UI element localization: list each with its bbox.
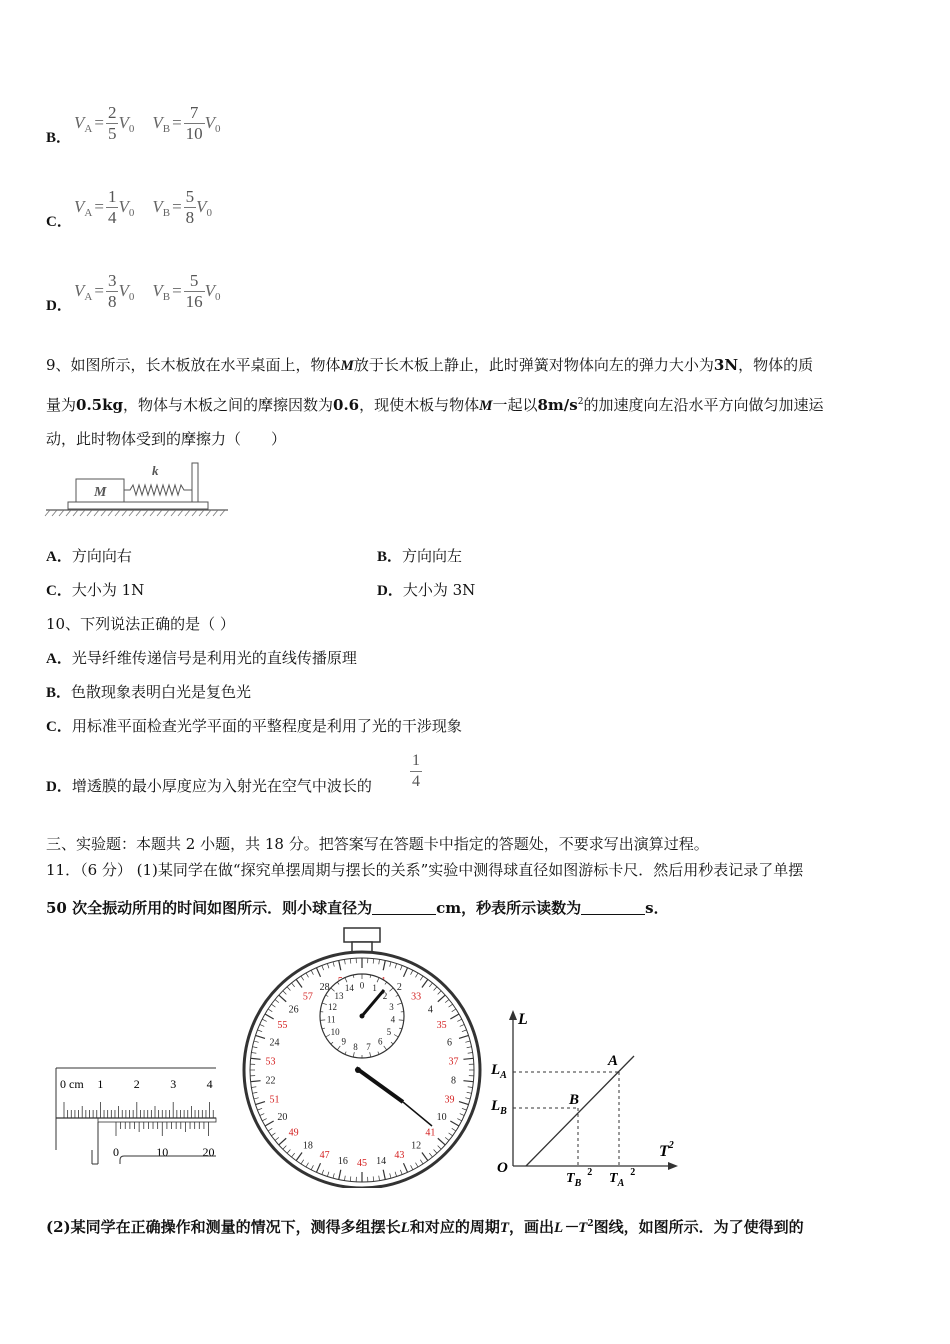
subdial-label: 5 [386, 1027, 392, 1037]
quarter-fraction: $\frac{1}{4}$ [412, 752, 420, 790]
main-scale-label: 0 cm [60, 1077, 84, 1091]
va-fraction: $\frac{3}{8}$ [107, 271, 117, 311]
dial-label-red: 35 [436, 1020, 447, 1031]
time-blank[interactable] [581, 900, 645, 915]
dial-label-black: 20 [277, 1112, 288, 1123]
vernier-caliper-figure [54, 1060, 220, 1170]
lb-label: $L_B$ [491, 1098, 507, 1117]
q10-option-c[interactable]: C．用标准平面检查光学平面的平整程度是利用了光的干涉现象 [46, 717, 462, 735]
dial-label-red: 37 [448, 1056, 459, 1068]
subdial-label: 2 [382, 990, 388, 1001]
subdial-label: 10 [330, 1027, 340, 1037]
prev-option-d[interactable]: D．$V_A$ = $\frac{3}{8}$ $V_0$ $V_B$ = $\frac{5}{16}$ $V_0$ [46, 271, 221, 314]
subdial-label: 11 [326, 1014, 336, 1025]
vb-symbol: $V_B$ [152, 112, 171, 135]
vb-symbol: $V_B$ [152, 196, 171, 219]
vb-fraction: $\frac{7}{10}$ [185, 103, 203, 143]
block-spring-figure [44, 460, 234, 522]
q9-option-b[interactable]: B．方向向左 [377, 547, 463, 565]
diameter-blank[interactable] [372, 900, 436, 915]
point-a-label: A [608, 1053, 619, 1069]
va-symbol: $V_A$ [74, 196, 93, 219]
subdial-label: 13 [334, 990, 344, 1001]
q10-option-b[interactable]: B．色散现象表明白光是复色光 [46, 683, 252, 701]
q9-line1: 9、如图所示，长木板放在水平桌面上，物体M放于长木板上静止，此时弹簧对物体向左的弹力大小为3N，物体的质 [46, 356, 814, 374]
dial-label-black: 16 [337, 1155, 348, 1167]
option-letter: B． [46, 129, 72, 146]
subdial-label: 8 [353, 1041, 358, 1052]
l-t2-graph [488, 1006, 688, 1186]
spring-label: k [152, 463, 159, 478]
la-label: $L_A$ [491, 1062, 507, 1081]
main-scale-label: 3 [170, 1077, 177, 1091]
vernier-scale-label: 10 [156, 1145, 169, 1159]
origin-label: O [497, 1160, 508, 1176]
va-symbol: $V_A$ [74, 280, 93, 303]
dial-label-red: 49 [288, 1127, 299, 1139]
subdial-label: 14 [344, 983, 354, 994]
va-fraction: $\frac{2}{5}$ [107, 103, 117, 143]
subdial-label: 6 [377, 1036, 383, 1047]
dial-label-red: 53 [265, 1056, 276, 1068]
dial-label-red: 33 [411, 991, 422, 1003]
dial-label-red: 45 [357, 1158, 367, 1169]
q10-option-d[interactable]: D．增透膜的最小厚度应为入射光在空气中波长的 [46, 777, 372, 795]
dial-label-black: 26 [288, 1004, 299, 1016]
va-symbol: $V_A$ [74, 112, 93, 135]
subdial-label: 0 [359, 980, 365, 991]
dial-label-red: 43 [394, 1150, 405, 1162]
q10-stem: 10、下列说法正确的是（ ） [46, 615, 235, 633]
q10-option-a[interactable]: A．光导纤维传递信号是利用光的直线传播原理 [46, 649, 357, 667]
dial-label-black: 28 [319, 981, 330, 993]
dial-label-red: 57 [302, 991, 313, 1003]
dial-label-black: 10 [436, 1112, 447, 1123]
dial-label-red: 55 [277, 1020, 288, 1031]
subdial-label: 3 [389, 1001, 394, 1012]
main-scale-label: 4 [206, 1077, 213, 1091]
stopwatch-figure [236, 926, 486, 1188]
q11-line2: 50 次全振动所用的时间如图所示．则小球直径为 cm，秒表所示读数为 s． [46, 899, 669, 917]
option-letter: C． [46, 213, 72, 230]
stopwatch-button [344, 928, 380, 942]
ta2-label: $T_A^2$ [609, 1167, 636, 1186]
prev-option-c[interactable]: C．$V_A$ = $\frac{1}{4}$ $V_0$ $V_B$ = $\frac{5}{8}$ $V_0$ [46, 187, 213, 230]
q11-line3: (2)某同学在正确操作和测量的情况下，测得多组摆长L和对应的周期T，画出$L-T^2$图线，如图所示．为了使得到的 [46, 1218, 804, 1236]
dial-label-red: 51 [269, 1094, 280, 1106]
dial-label-black: 4 [427, 1004, 433, 1016]
section-3-heading: 三、实验题：本题共 2 小题，共 18 分。把答案写在答题卡中指定的答题处，不要求写出演算过程。 [46, 835, 709, 853]
main-scale-label: 2 [133, 1077, 140, 1091]
dial-label-black: 8 [450, 1075, 456, 1087]
vb-fraction: $\frac{5}{16}$ [185, 271, 203, 311]
q9-line3: 动，此时物体受到的摩擦力（ ） [46, 430, 287, 448]
dial-label-red: 39 [444, 1094, 455, 1106]
q9-option-d[interactable]: D．大小为 3N [377, 581, 476, 599]
dial-label-black: 2 [396, 981, 402, 993]
va-fraction: $\frac{1}{4}$ [107, 187, 117, 227]
wall-post [192, 463, 198, 502]
vernier-scale-label: 0 [113, 1145, 119, 1159]
board [68, 502, 208, 509]
spring [124, 485, 192, 495]
dial-label-black: 12 [411, 1140, 422, 1152]
vb-symbol: $V_B$ [152, 280, 171, 303]
q9-line2: 量为0.5kg，物体与木板之间的摩擦因数为0.6，现使木板与物体M一起以$8m/s^2$的加速度向左沿水平方向做匀加速运 [46, 396, 824, 414]
dial-label-black: 18 [302, 1140, 313, 1152]
dial-label-black: 14 [376, 1155, 387, 1167]
q9-option-c[interactable]: C．大小为 1N [46, 581, 145, 599]
point-b-label: B [569, 1092, 580, 1108]
y-axis-label: L [518, 1011, 528, 1028]
block-label: M [94, 485, 107, 500]
q9-option-a[interactable]: A．方向向右 [46, 547, 132, 565]
x-axis-label: $T^2$ [659, 1140, 674, 1160]
dial-label-black: 24 [269, 1037, 280, 1049]
subdial-label: 4 [390, 1014, 396, 1025]
dial-label-red: 41 [425, 1127, 436, 1139]
prev-option-b[interactable]: B．$V_A$ = $\frac{2}{5}$ $V_0$ $V_B$ = $\frac{7}{10}$ $V_0$ [46, 103, 221, 146]
subdial-label: 12 [328, 1001, 338, 1012]
subdial-label: 9 [341, 1036, 347, 1047]
dial-label-black: 6 [446, 1037, 452, 1049]
q11-line1: 11．（6 分） (1)某同学在做“探究单摆周期与摆长的关系”实验中测得球直径如图游标卡尺．然后用秒表记录了单摆 [46, 861, 804, 879]
option-letter: D． [46, 297, 72, 314]
vernier-scale-label: 20 [202, 1145, 215, 1159]
dial-label-black: 22 [265, 1075, 276, 1087]
ground-hatch [45, 510, 228, 516]
subdial-label: 1 [372, 983, 377, 994]
main-scale-label: 1 [97, 1077, 104, 1091]
subdial-label: 7 [366, 1041, 371, 1052]
dial-label-red: 47 [319, 1150, 330, 1162]
vb-fraction: $\frac{5}{8}$ [185, 187, 195, 227]
tb2-label: $T_B^2$ [566, 1167, 593, 1186]
